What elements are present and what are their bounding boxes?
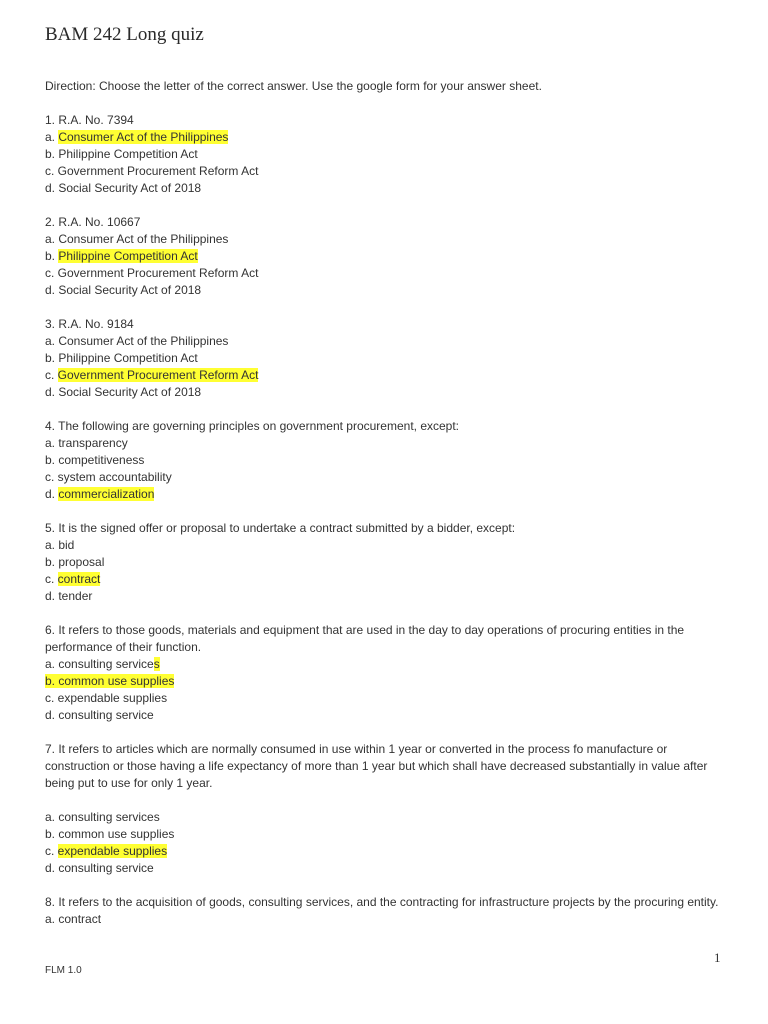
question-block	[45, 214, 725, 299]
question-stem: 7. It refers to articles which are normally consumed in use within 1 year or converted in the process fo manufacture or construction or those having a life expectancy of more than 1 year but which shall have decreased substantially in value after being put to use for only 1 year.	[45, 742, 708, 790]
option-text: b. Philippine Competition Act	[45, 351, 198, 365]
option-text: a. transparency	[45, 436, 128, 450]
option-text: a. consulting service	[45, 657, 154, 671]
option-text: b. proposal	[45, 555, 105, 569]
option-text: a. contract	[45, 912, 102, 926]
question-block	[45, 316, 725, 401]
document-title: BAM 242 Long quiz	[45, 24, 204, 45]
option-text: d. consulting service	[45, 708, 154, 722]
question-block	[45, 622, 725, 724]
question-list	[45, 112, 725, 928]
option-text: c.	[45, 844, 58, 858]
answer-option	[45, 146, 725, 163]
option-text: c. Government Procurement Reform Act	[45, 164, 259, 178]
answer-option	[45, 707, 725, 724]
answer-option	[45, 384, 725, 401]
answer-option	[45, 554, 725, 571]
answer-option	[45, 673, 725, 690]
highlighted-answer: expendable supplies	[57, 844, 168, 858]
answer-option	[45, 809, 725, 826]
answer-option	[45, 469, 725, 486]
answer-option	[45, 333, 725, 350]
answer-option	[45, 826, 725, 843]
option-text: b. Philippine Competition Act	[45, 147, 198, 161]
footer-label: FLM 1.0	[45, 965, 82, 976]
question-block	[45, 894, 725, 928]
option-text: a. bid	[45, 538, 75, 552]
highlighted-answer: b. common use supplies	[45, 674, 175, 688]
question-stem: 5. It is the signed offer or proposal to undertake a contract submitted by a bidder, except:	[45, 521, 516, 535]
answer-option	[45, 163, 725, 180]
option-text: c. expendable supplies	[45, 691, 168, 705]
option-text: c.	[45, 572, 58, 586]
option-text: a.	[45, 130, 59, 144]
answer-option	[45, 843, 725, 860]
answer-option	[45, 231, 725, 248]
option-text: b. common use supplies	[45, 827, 175, 841]
answer-option	[45, 367, 725, 384]
option-text: a. consulting services	[45, 810, 160, 824]
option-text: a. Consumer Act of the Philippines	[45, 232, 229, 246]
answer-option	[45, 588, 725, 605]
option-text: c. system accountability	[45, 470, 172, 484]
answer-option	[45, 571, 725, 588]
question-block	[45, 112, 725, 197]
answer-option	[45, 911, 725, 928]
option-text: d. tender	[45, 589, 93, 603]
option-text: d. Social Security Act of 2018	[45, 283, 202, 297]
question-stem: 3. R.A. No. 9184	[45, 317, 134, 331]
answer-option	[45, 265, 725, 282]
question-stem: 2. R.A. No. 10667	[45, 215, 141, 229]
highlighted-answer: s	[153, 657, 160, 671]
question-block	[45, 520, 725, 605]
question-stem: 6. It refers to those goods, materials and equipment that are used in the day to day operations of procuring entities in the performance of their function.	[45, 623, 685, 654]
answer-option	[45, 180, 725, 197]
question-stem: 1. R.A. No. 7394	[45, 113, 134, 127]
option-text: d. Social Security Act of 2018	[45, 385, 202, 399]
stem-spacer	[45, 792, 725, 809]
answer-option	[45, 860, 725, 877]
highlighted-answer: contract	[57, 572, 101, 586]
answer-option	[45, 690, 725, 707]
answer-option	[45, 129, 725, 146]
answer-option	[45, 537, 725, 554]
direction-text: Direction: Choose the letter of the correct answer. Use the google form for your answer sheet.	[45, 79, 542, 93]
option-text: c.	[45, 368, 58, 382]
option-text: b. competitiveness	[45, 453, 145, 467]
option-text: d. Social Security Act of 2018	[45, 181, 202, 195]
option-text: a. Consumer Act of the Philippines	[45, 334, 229, 348]
question-block	[45, 741, 725, 877]
answer-option	[45, 350, 725, 367]
question-stem: 4. The following are governing principles on government procurement, except:	[45, 419, 460, 433]
answer-option	[45, 452, 725, 469]
option-text: d. consulting service	[45, 861, 154, 875]
highlighted-answer: commercialization	[58, 487, 155, 501]
option-text: d.	[45, 487, 59, 501]
question-stem: 8. It refers to the acquisition of goods, consulting services, and the contracting for infrastructure projects by the procuring entity.	[45, 895, 719, 909]
highlighted-answer: Philippine Competition Act	[58, 249, 198, 263]
answer-option	[45, 656, 725, 673]
option-text: b.	[45, 249, 59, 263]
highlighted-answer: Consumer Act of the Philippines	[58, 130, 229, 144]
page-number: 1	[714, 950, 721, 965]
option-text: c. Government Procurement Reform Act	[45, 266, 259, 280]
question-block	[45, 418, 725, 503]
answer-option	[45, 435, 725, 452]
answer-option	[45, 486, 725, 503]
quiz-content	[45, 78, 725, 945]
highlighted-answer: Government Procurement Reform Act	[57, 368, 259, 382]
answer-option	[45, 248, 725, 265]
answer-option	[45, 282, 725, 299]
